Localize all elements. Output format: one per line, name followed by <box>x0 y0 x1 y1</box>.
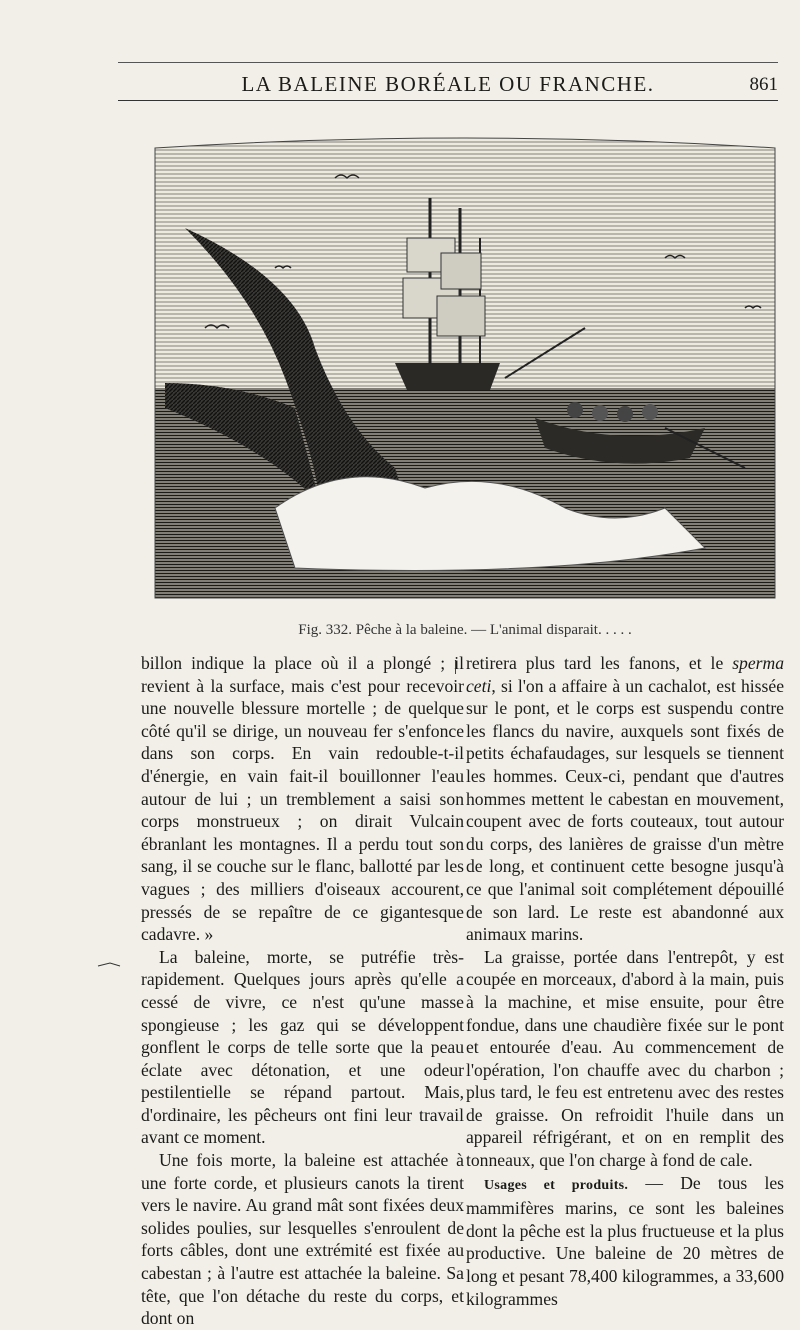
paragraph: billon indique la place où il a plongé ; il revient à la surface, mais c'est pour recevoir une nouvelle blessure mortelle ; de quelque côté qu'il se dirige, un nouveau fer s'enfonce dans son corps. En vain redouble-t-il d'énergie, en vain fait-il bouillonner l'eau autour de lui ; un tremblement a saisi son corps monstrueux ; on dirait Vulcain ébranlant les montagnes. Il a perdu tout son sang, il se couche sur le flanc, ballotté par les vagues ; des milliers d'oiseaux accourent, pressés de se repaître de ce gigantesque cadavre. » <box>141 653 464 945</box>
text-column-right <box>466 652 784 1310</box>
paragraph <box>466 652 784 946</box>
paragraph: La baleine, morte, se putréfie très-rapidement. Quelques jours après qu'elle a cessé de vivre, ce n'est qu'une masse spongieuse ; les gaz qui se développent gonflent le corps de telle sorte que la peau éclate avec détonation, et une odeur pestilentielle se répand partout. Mais, d'ordinaire, les pêcheurs ont fini leur travail avant ce moment. <box>141 946 464 1148</box>
running-title: LA BALEINE BORÉALE OU FRANCHE. <box>241 72 655 96</box>
paragraph <box>466 1172 784 1311</box>
paragraph-text: , si l'on a affaire à un cachalot, est hissée sur le pont, et le corps est suspendu contre les flancs du navire, auxquels sont fixés de petits échafaudages, sur lesquels se tiennent les hommes. Ceux-ci, pendant que d'autres hommes mettent le cabestan en mouvement, coupent avec de forts couteaux, tout autour du corps, des lanières de graisse d'un mètre de long, et continuent cette besogne jusqu'à ce que l'animal soit complétement dépouillé de son lard. Le reste est abandonné aux animaux marins. <box>466 675 784 945</box>
running-header <box>118 70 778 101</box>
italic-term: sperma ceti <box>466 653 784 696</box>
paragraph-text: retirera plus tard les fanons, et le <box>466 653 733 673</box>
page-number: 861 <box>749 74 778 95</box>
text-column-left <box>141 652 464 1330</box>
top-rule <box>118 62 778 63</box>
paragraph: Une fois morte, la baleine est attachée à une forte corde, et plusieurs canots la tirent vers le navire. Au grand mât sont fixées deux solides poulies, sur lesquelles s'enroulent de forts câbles, dont une extrémité est fixée au cabestan ; à l'autre est attachée la baleine. Sa tête, que l'on détache du reste du corps, et dont on <box>141 1150 464 1329</box>
paragraph: La graisse, portée dans l'entrepôt, y est coupée en morceaux, d'abord à la main, puis à la machine, et mise ensuite, pour être fondue, dans une chaudière fixée sur le pont et entourée d'eau. Au commencement de l'opération, l'on chauffe avec du charbon ; plus tard, le feu est entretenu avec des restes de graisse. On refroidit l'huile dans un appareil réfrigérant, et on en remplit des tonneaux, que l'on charge à fond de cale. <box>466 946 784 1171</box>
margin-tick-mark <box>96 961 136 969</box>
figure-caption: Fig. 332. Pêche à la baleine. — L'animal disparait. . . . . <box>298 622 632 638</box>
section-heading: Usages et produits. <box>484 1177 629 1193</box>
engraving-illustration <box>145 128 785 608</box>
whaling-engraving <box>145 128 785 608</box>
paragraph-text: — De tous les mammifères marins, ce sont les baleines dont la pêche est la plus fructueuse et la plus productive. Une baleine de 20 mètres de long et pesant 78,400 kilogrammes, a 33,600 kilogrammes <box>466 1172 784 1309</box>
